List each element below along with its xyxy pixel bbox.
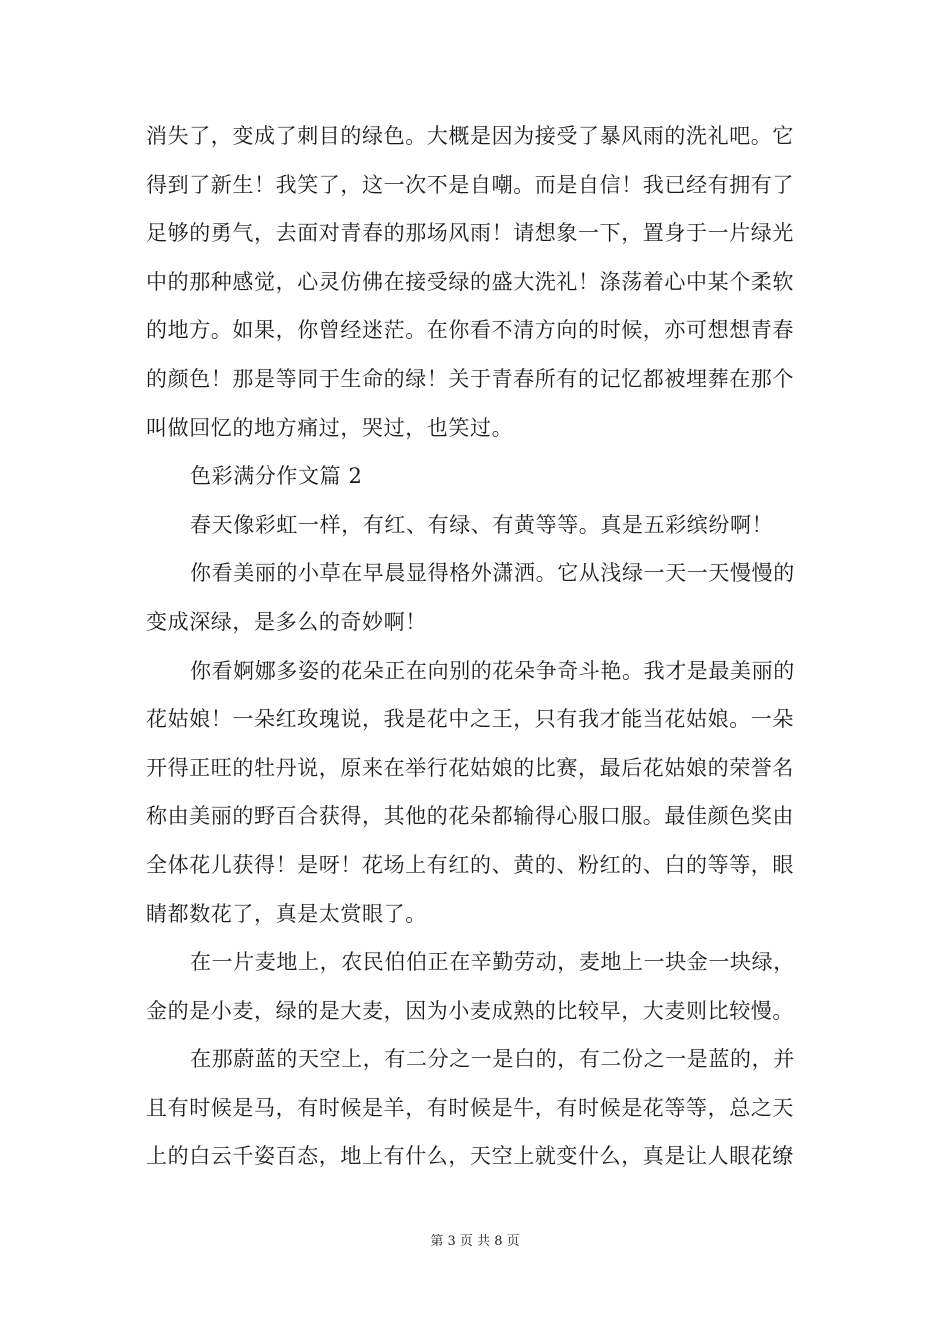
page-footer: 第 3 页 共 8 页 bbox=[430, 1234, 520, 1249]
text-line: 的颜色！那是等同于生命的绿！关于青春所有的记忆都被埋葬在那个 bbox=[146, 366, 794, 391]
text-line: 开得正旺的牡丹说，原来在举行花姑娘的比赛，最后花姑娘的荣誉名 bbox=[146, 755, 794, 780]
text-line: 你看美丽的小草在早晨显得格外潇洒。它从浅绿一天一天慢慢的 bbox=[190, 561, 795, 586]
text-line: 且有时候是马，有时候是羊，有时候是牛，有时候是花等等，总之天 bbox=[146, 1095, 794, 1120]
text-line: 变成深绿，是多么的奇妙啊！ bbox=[146, 609, 427, 634]
text-line: 你看婀娜多姿的花朵正在向别的花朵争奇斗艳。我才是最美丽的 bbox=[190, 658, 795, 683]
text-line: 上的白云千姿百态，地上有什么，天空上就变什么，真是让人眼花缭 bbox=[146, 1144, 794, 1169]
document-body bbox=[146, 112, 808, 1181]
text-line: 足够的勇气，去面对青春的那场风雨！请想象一下，置身于一片绿光 bbox=[146, 221, 794, 246]
text-line: 消失了，变成了刺目的绿色。大概是因为接受了暴风雨的洗礼吧。它 bbox=[146, 124, 794, 148]
text-line: 中的那种感觉，心灵仿佛在接受绿的盛大洗礼！涤荡着心中某个柔软 bbox=[146, 269, 794, 294]
text-line: 全体花儿获得！是呀！花场上有红的、黄的、粉红的、白的等等，眼 bbox=[146, 852, 794, 877]
text-line: 睛都数花了，真是太赏眼了。 bbox=[146, 901, 427, 926]
text-line: 叫做回忆的地方痛过，哭过，也笑过。 bbox=[146, 415, 514, 440]
text-line: 称由美丽的野百合获得，其他的花朵都输得心服口服。最佳颜色奖由 bbox=[146, 804, 794, 829]
section-heading: 色彩满分作文篇 2 bbox=[190, 464, 363, 489]
text-line: 的地方。如果，你曾经迷茫。在你看不清方向的时候，亦可想想青春 bbox=[146, 318, 794, 343]
text-line: 得到了新生！我笑了，这一次不是自嘲。而是自信！我已经有拥有了 bbox=[146, 172, 794, 197]
text-line: 花姑娘！一朵红玫瑰说，我是花中之王，只有我才能当花姑娘。一朵 bbox=[146, 707, 794, 732]
text-line: 春天像彩虹一样，有红、有绿、有黄等等。真是五彩缤纷啊！ bbox=[190, 512, 774, 537]
text-line: 在那蔚蓝的天空上，有二分之一是白的，有二份之一是蓝的，并 bbox=[190, 1047, 795, 1072]
text-line: 在一片麦地上，农民伯伯正在辛勤劳动，麦地上一块金一块绿， bbox=[190, 950, 795, 975]
text-line: 金的是小麦，绿的是大麦，因为小麦成熟的比较早，大麦则比较慢。 bbox=[146, 998, 794, 1023]
